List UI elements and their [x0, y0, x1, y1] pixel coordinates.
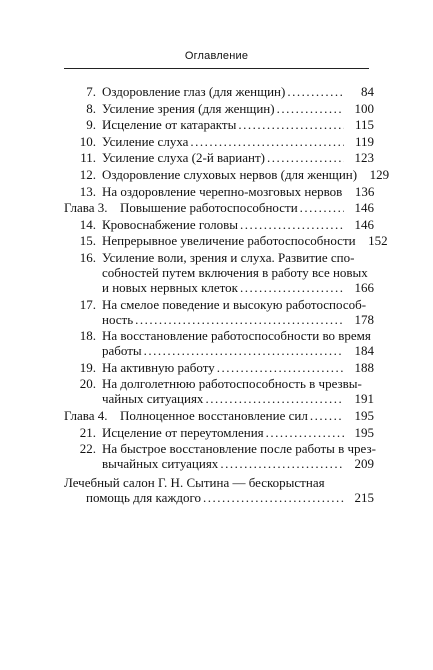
entry-title-line: Исцеление от переутомления	[102, 424, 264, 440]
entry-title-line: На смелое поведение и высокую работоспособ-	[102, 296, 367, 312]
dot-leader	[287, 84, 344, 99]
dot-leader	[144, 343, 344, 358]
entry-title-line: Повышение работоспособности	[120, 200, 298, 216]
toc-entry[interactable]	[64, 250, 374, 295]
toc-entry[interactable]	[64, 134, 374, 149]
page-number: 191	[354, 391, 374, 407]
entry-title-line: чайных ситуациях	[102, 391, 204, 407]
entry-title-line: На восстановление работоспособности во время	[102, 328, 371, 344]
entry-title-line: Кровоснабжение головы	[102, 216, 239, 232]
entry-number: 11.	[80, 150, 96, 166]
toc-entry[interactable]	[64, 84, 374, 99]
entry-number: 21.	[79, 424, 96, 440]
toc-chapter-entry[interactable]	[64, 408, 374, 423]
toc-entry[interactable]	[64, 328, 374, 358]
entry-number: 9.	[86, 117, 96, 133]
dot-leader	[220, 456, 344, 471]
page-number: 178	[354, 311, 374, 327]
dot-leader	[203, 490, 344, 505]
entry-number: 22.	[79, 441, 96, 457]
page-number: 100	[354, 100, 374, 116]
toc-entry[interactable]	[64, 150, 374, 165]
entry-title-line: Оздоровление слуховых нервов (для женщин)	[102, 166, 358, 182]
toc-entry[interactable]	[64, 376, 374, 406]
page-number: 115	[354, 117, 374, 133]
entry-number: 18.	[79, 328, 96, 344]
page-number: 136	[354, 183, 375, 199]
dot-leader	[135, 312, 344, 327]
toc-entry[interactable]	[64, 360, 374, 375]
entry-number: 16.	[79, 249, 96, 265]
page-number: 209	[354, 456, 374, 472]
dot-leader	[267, 150, 344, 165]
toc-appendix-entry[interactable]	[64, 475, 374, 505]
dot-leader	[190, 134, 344, 149]
toc-entry[interactable]	[64, 217, 374, 232]
toc-entry[interactable]	[64, 425, 374, 440]
entry-title-line: Оздоровление глаз (для женщин)	[102, 84, 286, 99]
page-number: 215	[354, 490, 374, 506]
toc-entry[interactable]	[64, 101, 374, 116]
toc-entry[interactable]	[64, 184, 374, 199]
entry-number: 12.	[79, 166, 96, 182]
toc-chapter-entry[interactable]	[64, 200, 374, 215]
dot-leader	[238, 117, 344, 132]
toc-entry[interactable]	[64, 117, 374, 132]
dot-leader	[240, 217, 344, 232]
chapter-label: Глава 3.	[64, 200, 108, 216]
page-number: 146	[354, 200, 374, 216]
entry-number: 8.	[86, 100, 96, 116]
entry-number: 7.	[86, 84, 96, 99]
page-number: 123	[354, 150, 374, 166]
entry-title-line: На оздоровление черепно-мозговых нервов	[102, 183, 343, 199]
toc-entry[interactable]	[64, 297, 374, 327]
entry-number: 15.	[79, 233, 96, 249]
toc-entry[interactable]	[64, 441, 374, 471]
dot-leader	[300, 200, 344, 215]
page-number: 195	[354, 424, 374, 440]
entry-title-line: Исцеление от катаракты	[102, 117, 237, 133]
running-header: Оглавление	[184, 50, 249, 62]
dot-leader	[266, 425, 344, 440]
header-rule	[64, 68, 369, 69]
entry-title-line: Лечебный салон Г. Н. Сытина — бескорыстная	[64, 475, 325, 491]
entry-title-line: Усиление слуха	[102, 133, 189, 149]
entry-title-line: собностей путем включения в работу все новых	[102, 264, 368, 280]
page-number: 184	[354, 343, 374, 359]
entry-title-line: Усиление воли, зрения и слуха. Развитие спо-	[102, 249, 355, 265]
entry-title-line: Полноценное восстановление сил	[120, 407, 308, 423]
page-number: 152	[368, 233, 388, 249]
dot-leader	[205, 391, 344, 406]
entry-number: 10.	[79, 133, 96, 149]
entry-title-line: На активную работу	[102, 359, 215, 375]
entry-title-line: На быстрое восстановление после работы в чрез-	[102, 441, 376, 457]
entry-title-line: и новых нервных клеток	[102, 279, 238, 295]
page-number: 166	[354, 279, 374, 295]
dot-leader	[217, 360, 344, 375]
entry-number: 20.	[79, 376, 96, 392]
dot-leader	[240, 280, 344, 295]
toc-entry[interactable]	[64, 233, 388, 249]
page-number: 188	[354, 359, 374, 375]
table-of-contents	[64, 84, 390, 507]
entry-title-line: Усиление зрения (для женщин)	[102, 100, 275, 116]
entry-title-line: На долголетнюю работоспособность в чрезвы-	[102, 376, 362, 392]
page-number: 146	[354, 216, 374, 232]
entry-title-line: помощь для каждого	[86, 490, 201, 506]
entry-title-line: вычайных ситуациях	[102, 456, 219, 472]
entry-title-line: работы	[102, 343, 142, 359]
toc-entry[interactable]	[64, 166, 390, 182]
entry-title-line: ность	[102, 311, 134, 327]
entry-number: 14.	[79, 216, 96, 232]
dot-leader	[277, 101, 344, 116]
page-number: 119	[354, 133, 374, 149]
dot-leader	[310, 408, 344, 423]
entry-number: 13.	[79, 183, 96, 199]
entry-number: 19.	[79, 359, 96, 375]
entry-number: 17.	[79, 296, 96, 312]
chapter-label: Глава 4.	[64, 407, 108, 423]
entry-title-line: Усиление слуха (2-й вариант)	[102, 150, 265, 166]
page-number: 195	[354, 407, 374, 423]
page-number: 129	[369, 166, 390, 182]
page-number: 84	[361, 84, 374, 99]
entry-title-line: Непрерывное увеличение работоспособности	[102, 233, 356, 249]
